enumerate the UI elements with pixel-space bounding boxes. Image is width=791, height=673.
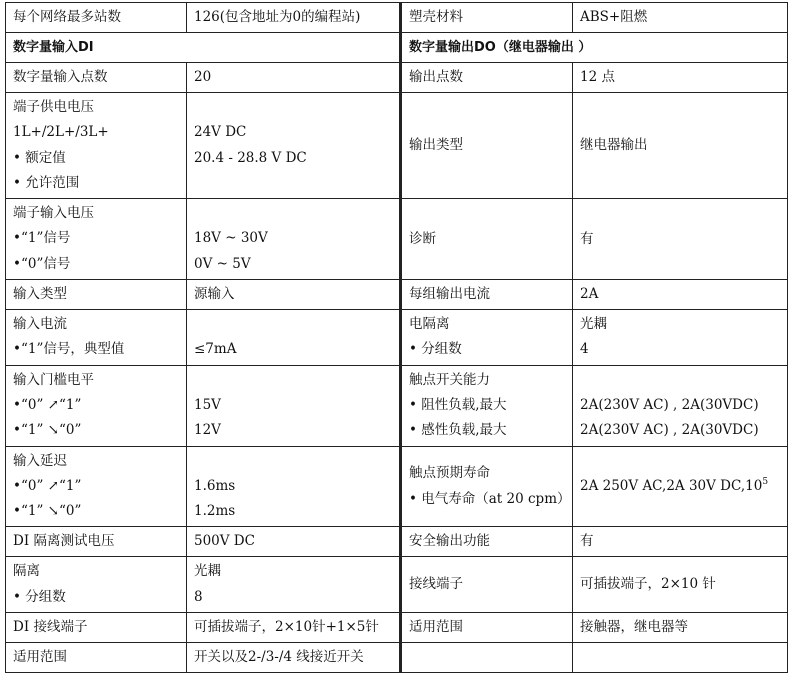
value-line: 2A(230V AC) , 2A(30VDC) (580, 422, 759, 439)
label-line: 触点开关能力 (409, 371, 490, 388)
value-line: 18V ~ 30V (194, 230, 268, 247)
value-line: 0V ~ 5V (194, 255, 251, 272)
cell-label: 诊断 (401, 199, 573, 280)
cell-value (187, 365, 401, 446)
value-line: 1.6ms (194, 477, 236, 494)
label-line: 输入门槛电平 (13, 371, 94, 388)
label-line: • 阻性负载,最大 (409, 396, 507, 413)
table-row (6, 3, 788, 33)
cell-value: ABS+阻燃 (573, 3, 788, 33)
di-section-title: 数字量输入DI (6, 33, 401, 63)
cell-value: 可插拔端子，2×10 针 (573, 557, 788, 613)
table-row (6, 310, 788, 366)
value-line: 光耦 (580, 316, 607, 333)
cell-value: 126(包含地址为0的编程站) (187, 3, 401, 33)
table-row (6, 199, 788, 280)
label-line: 触点预期寿命 (409, 465, 490, 482)
section-header-row (6, 33, 788, 63)
label-line: • 感性负载,最大 (409, 422, 507, 439)
label-line: •“1” ↘“0” (13, 503, 82, 520)
cell-label (6, 93, 187, 199)
label-line: •“0” ↗“1” (13, 396, 82, 413)
cell-value (187, 199, 401, 280)
cell-value (187, 310, 401, 366)
table-row (6, 93, 788, 199)
cell-label (401, 643, 573, 673)
cell-value: 500V DC (187, 527, 401, 557)
value-line (580, 368, 781, 393)
value-line: 12V (194, 422, 221, 439)
label-line: 电隔离 (409, 316, 450, 333)
label-line: 输入延迟 (13, 452, 67, 469)
table-row (6, 643, 788, 673)
cell-label: 适用范围 (6, 643, 187, 673)
label-line: •“0”信号 (13, 255, 71, 272)
label-line: • 分组数 (409, 341, 462, 358)
cell-label: 数字量输入点数 (6, 63, 187, 93)
value-line: 光耦 (194, 563, 221, 580)
table-row (6, 365, 788, 446)
label-line: • 允许范围 (13, 174, 80, 191)
cell-label: 输出类型 (401, 93, 573, 199)
cell-label: 每组输出电流 (401, 280, 573, 310)
cell-label (401, 446, 573, 527)
value-line: 2A(230V AC) , 2A(30VDC) (580, 396, 759, 413)
cell-value: 继电器输出 (573, 93, 788, 199)
cell-value (573, 310, 788, 366)
cell-value: 接触器，继电器等 (573, 613, 788, 643)
cell-value (573, 643, 788, 673)
cell-value: 开关以及2-/3-/4 线接近开关 (187, 643, 401, 673)
label-line: 1L+/2L+/3L+ (13, 124, 109, 141)
value-line (194, 368, 393, 393)
value-line (194, 312, 393, 337)
cell-label (401, 310, 573, 366)
value-line: 1.2ms (194, 503, 236, 520)
value-line (194, 201, 393, 226)
value-line (194, 171, 393, 196)
label-line: •“1”信号，典型值 (13, 341, 125, 358)
table-row (6, 613, 788, 643)
cell-value: 2A (573, 280, 788, 310)
cell-value: 有 (573, 527, 788, 557)
label-line: 输入电流 (13, 316, 67, 333)
cell-label (401, 365, 573, 446)
cell-label (6, 310, 187, 366)
label-line: 端子输入电压 (13, 205, 94, 222)
cell-label: 接线端子 (401, 557, 573, 613)
lifetime-exponent: 5 (762, 477, 769, 487)
lifetime-value: 2A 250V AC,2A 30V DC,10 (580, 478, 763, 494)
do-section-title: 数字量输出DO（继电器输出 ） (401, 33, 788, 63)
label-line: •“1” ↘“0” (13, 422, 82, 439)
cell-label: 适用范围 (401, 613, 573, 643)
value-line: ≤7mA (194, 341, 237, 358)
value-line (194, 95, 393, 120)
cell-label (6, 446, 187, 527)
cell-label: 安全输出功能 (401, 527, 573, 557)
cell-value: 有 (573, 199, 788, 280)
table-row (6, 280, 788, 310)
value-line: 24V DC (194, 124, 247, 141)
value-line (194, 449, 393, 474)
table-row (6, 63, 788, 93)
cell-value: 源输入 (187, 280, 401, 310)
value-line: 20.4 - 28.8 V DC (194, 149, 307, 166)
label-line: • 分组数 (13, 588, 66, 605)
cell-value (573, 365, 788, 446)
label-line: •“0” ↗“1” (13, 477, 82, 494)
spec-table (5, 2, 788, 673)
value-line: 15V (194, 396, 221, 413)
cell-value: 12 点 (573, 63, 788, 93)
label-line: • 额定值 (13, 149, 66, 166)
cell-value (573, 446, 788, 527)
cell-value (187, 557, 401, 613)
value-line: 8 (194, 588, 203, 605)
cell-label: 塑壳材料 (401, 3, 573, 33)
cell-label: 每个网络最多站数 (6, 3, 187, 33)
cell-value: 20 (187, 63, 401, 93)
label-line: 端子供电电压 (13, 99, 94, 115)
table-row (6, 527, 788, 557)
label-line: • 电气寿命（at 20 cpm） (409, 490, 571, 507)
cell-label: 输出点数 (401, 63, 573, 93)
label-line: 隔离 (13, 563, 40, 580)
cell-label (6, 365, 187, 446)
cell-label: 输入类型 (6, 280, 187, 310)
cell-value: 可插拔端子，2×10针+1×5针 (187, 613, 401, 643)
cell-label (6, 557, 187, 613)
cell-label: DI 隔离测试电压 (6, 527, 187, 557)
cell-label: DI 接线端子 (6, 613, 187, 643)
value-line: 4 (580, 341, 589, 358)
label-line: •“1”信号 (13, 230, 71, 247)
cell-value (187, 446, 401, 527)
cell-label (6, 199, 187, 280)
cell-value (187, 93, 401, 199)
table-row (6, 446, 788, 527)
table-row (6, 557, 788, 613)
